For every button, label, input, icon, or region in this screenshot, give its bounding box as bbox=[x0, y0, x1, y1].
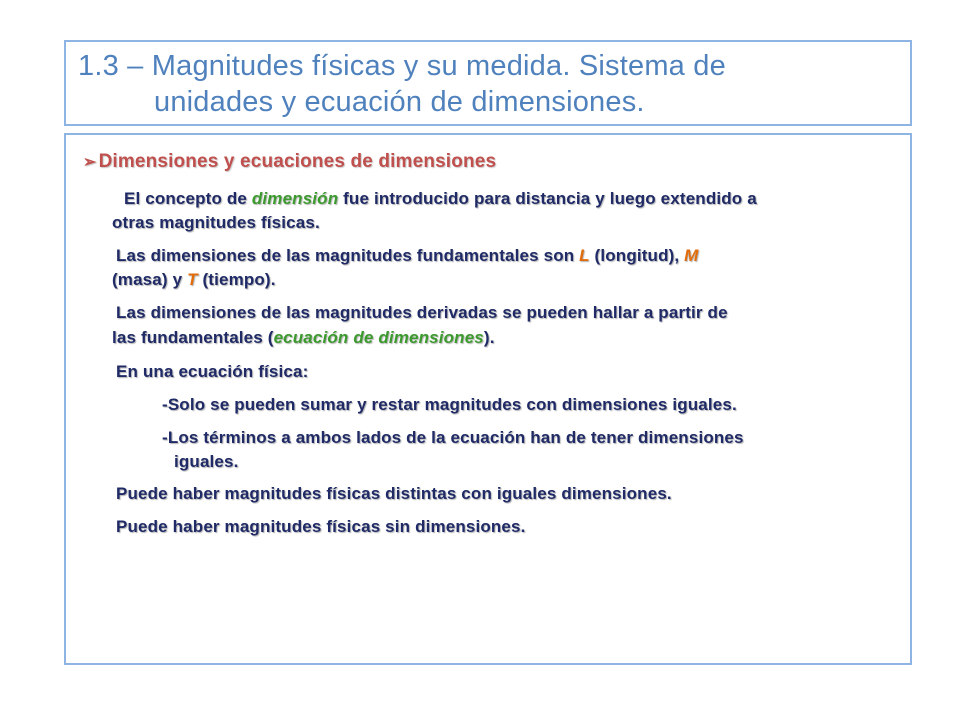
dimension-equation-term: ecuación de dimensiones bbox=[273, 328, 484, 347]
paragraph-dimension-line-2: otras magnitudes físicas. bbox=[112, 213, 320, 232]
symbol-L: L bbox=[579, 246, 590, 265]
text-span: ). bbox=[483, 328, 495, 347]
paragraph-same-dimensions: Puede haber magnitudes físicas distintas con iguales dimensiones. bbox=[116, 484, 672, 503]
list-item bbox=[162, 425, 744, 451]
text-span: Las dimensiones de las magnitudes fundamentales son bbox=[116, 246, 580, 265]
slide-title bbox=[78, 48, 726, 120]
title-line-2: unidades y ecuación de dimensiones. bbox=[154, 86, 645, 118]
content-box bbox=[64, 133, 912, 665]
symbol-T: T bbox=[187, 270, 198, 289]
section-heading-text: Dimensiones y ecuaciones de dimensiones bbox=[98, 151, 497, 172]
paragraph-physical-equation: En una ecuación física: bbox=[116, 362, 309, 381]
list-item-continuation: iguales. bbox=[174, 452, 239, 471]
paragraph-dimension-line-1 bbox=[124, 186, 757, 212]
paragraph-fundamental-line-2 bbox=[112, 267, 276, 293]
text-span: (masa) y bbox=[112, 270, 188, 289]
title-line-1: 1.3 – Magnitudes físicas y su medida. Sistema de bbox=[78, 50, 726, 82]
text-span: (longitud), bbox=[589, 246, 685, 265]
text-span: las fundamentales ( bbox=[112, 328, 274, 347]
text-span: fue introducido para distancia y luego extendido a bbox=[338, 189, 757, 208]
dash-bullet: - bbox=[162, 395, 168, 414]
paragraph-derived-line-1: Las dimensiones de las magnitudes derivadas se pueden hallar a partir de bbox=[116, 303, 728, 322]
list-item-text: Solo se pueden sumar y restar magnitudes con dimensiones iguales. bbox=[167, 395, 737, 414]
title-box bbox=[64, 40, 912, 126]
dimension-term: dimensión bbox=[251, 189, 339, 208]
list-item-text: Los términos a ambos lados de la ecuación han de tener dimensiones bbox=[167, 428, 744, 447]
arrow-bullet-icon: ➢ bbox=[83, 154, 97, 171]
paragraph-fundamental-line-1 bbox=[116, 243, 698, 269]
text-span: El concepto de bbox=[124, 189, 252, 208]
paragraph-dimensionless: Puede haber magnitudes físicas sin dimensiones. bbox=[116, 517, 526, 536]
list-item bbox=[162, 392, 737, 418]
dash-bullet: - bbox=[162, 428, 168, 447]
section-heading bbox=[83, 149, 496, 176]
text-span: (tiempo). bbox=[197, 270, 276, 289]
symbol-M: M bbox=[684, 246, 699, 265]
paragraph-derived-line-2 bbox=[112, 325, 495, 351]
